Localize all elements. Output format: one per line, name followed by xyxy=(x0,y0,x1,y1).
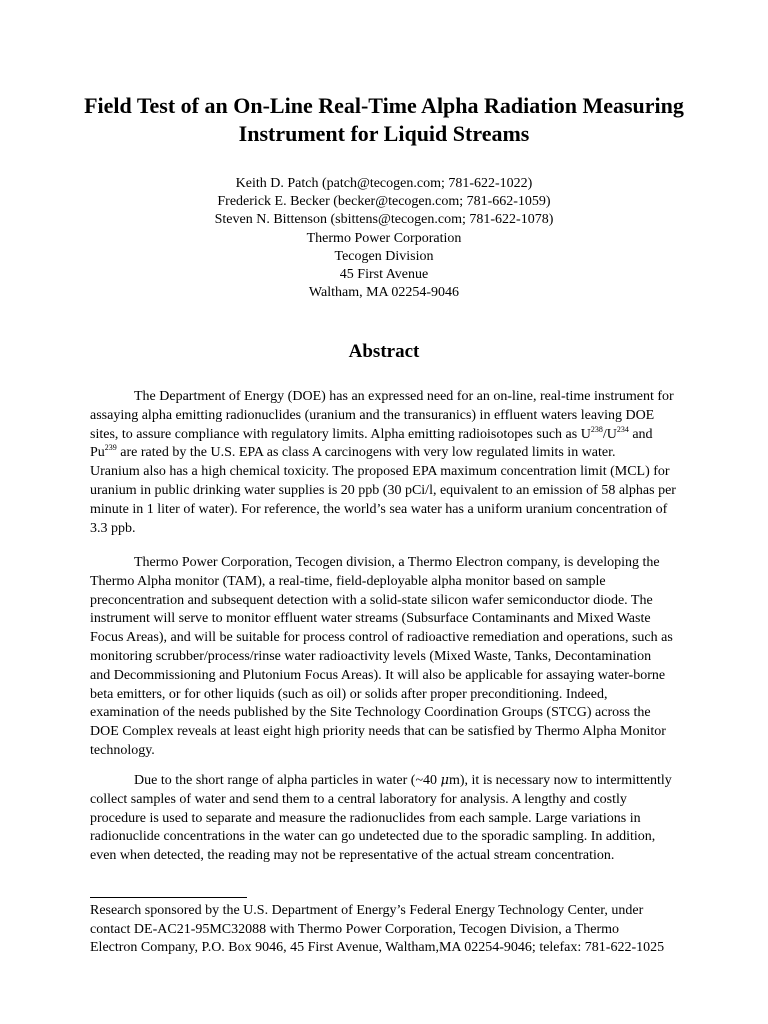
affiliation-city: Waltham, MA 02254-9046 xyxy=(308,285,460,301)
paragraph-line: monitoring scrubber/process/rinse water radioactivity levels (Mixed Waste, Tanks, Decontamination xyxy=(90,648,652,664)
text-run: sites, to assure compliance with regulatory limits. Alpha emitting radioisotopes such as U xyxy=(90,426,591,442)
affiliation-division: Tecogen Division xyxy=(334,248,434,264)
paragraph-line xyxy=(90,426,712,445)
paragraph-line: Thermo Power Corporation, Tecogen division, a Thermo Electron company, is developing the xyxy=(134,555,660,570)
text-run: Due to the short range of alpha particles in water (~40 xyxy=(134,773,441,788)
author-becker: Frederick E. Becker (becker@tecogen.com; 781-662-1059) xyxy=(217,194,551,210)
paragraph-line: Focus Areas), and will be suitable for process control of radioactive remediation and operations, such as xyxy=(90,630,673,646)
abstract-heading: Abstract xyxy=(348,341,420,362)
footnote-line: Electron Company, P.O. Box 9046, 45 First Avenue, Waltham,MA 02254-9046; telefax: 781-622-1025 xyxy=(90,940,665,956)
paragraph-line xyxy=(90,772,712,791)
paragraph-line: radionuclide concentrations in the water can go undetected due to the sporadic sampling. In addition, xyxy=(90,829,656,845)
mu-symbol: μ xyxy=(440,773,449,788)
abstract-paragraph-1 xyxy=(90,388,712,538)
isotope-superscript: 234 xyxy=(616,424,629,434)
affiliation-company: Thermo Power Corporation xyxy=(306,230,462,246)
paragraph-line: DOE Complex reveals at least eight high priority needs that can be satisfied by Thermo Alpha Monitor xyxy=(90,724,666,740)
paragraph-line: Uranium also has a high chemical toxicity. The proposed EPA maximum concentration limit (MCL) for xyxy=(90,464,670,480)
footnote-line: Research sponsored by the U.S. Department of Energy’s Federal Energy Technology Center, under xyxy=(90,903,644,918)
paragraph-line: Thermo Alpha monitor (TAM), a real-time, field-deployable alpha monitor based on sample xyxy=(90,573,606,589)
paragraph-line: minute in 1 liter of water). For reference, the world’s sea water has a uniform uranium concentration of xyxy=(90,501,668,517)
paragraph-line: examination of the needs published by the Site Technology Coordination Groups (STCG) across the xyxy=(90,705,651,721)
paragraph-line: 3.3 ppb. xyxy=(90,520,136,536)
paragraph-line: assaying alpha emitting radionuclides (uranium and the transuranics) in effluent waters leaving DOE xyxy=(90,407,655,423)
paragraph-line: instrument will serve to monitor effluent water streams (Subsurface Contaminants and Mixed Waste xyxy=(90,611,651,627)
paragraph-line: collect samples of water and send them to a central laboratory for analysis. A lengthy and costly xyxy=(90,791,627,807)
paragraph-line: procedure is used to separate and measure the radionuclides from each sample. Large variations in xyxy=(90,810,641,826)
paragraph-line xyxy=(90,444,712,463)
paragraph-line: technology. xyxy=(90,742,155,758)
paper-title xyxy=(60,92,708,148)
footnote-line: contact DE-AC21-95MC32088 with Thermo Power Corporation, Tecogen Division, a Thermo xyxy=(90,921,619,937)
title-line-1: Field Test of an On-Line Real-Time Alpha Radiation Measuring xyxy=(84,93,684,118)
title-line-2: Instrument for Liquid Streams xyxy=(238,121,530,146)
author-patch: Keith D. Patch (patch@tecogen.com; 781-622-1022) xyxy=(235,176,533,191)
paragraph-line: and Decommissioning and Plutonium Focus Areas). It will also be applicable for assaying water-borne xyxy=(90,667,666,683)
isotope-superscript: 238 xyxy=(590,424,603,434)
paragraph-line: preconcentration and subsequent detection with a solid-state silicon wafer semiconductor diode. The xyxy=(90,592,653,608)
text-run: are rated by the U.S. EPA as class A carcinogens with very low regulated limits in water. xyxy=(116,445,616,461)
abstract-paragraph-3 xyxy=(90,772,712,866)
paragraph-line: uranium in public drinking water supplies is 20 ppb (30 pCi/l, equivalent to an emission of 58 alphas per xyxy=(90,482,676,498)
text-run: Pu xyxy=(90,445,105,461)
paragraph-line: even when detected, the reading may not be representative of the actual stream concentration. xyxy=(90,848,615,864)
text-run: and xyxy=(628,426,653,442)
footnote-separator xyxy=(90,897,247,898)
text-run: /U xyxy=(602,426,617,442)
abstract-paragraph-2 xyxy=(90,554,712,761)
footnote xyxy=(90,902,712,958)
text-run: m), it is necessary now to intermittently xyxy=(448,773,672,788)
paragraph-line: The Department of Energy (DOE) has an expressed need for an on-line, real-time instrument for xyxy=(134,389,674,404)
affiliation-street: 45 First Avenue xyxy=(339,267,429,283)
isotope-superscript: 239 xyxy=(104,443,117,453)
paragraph-line: beta emitters, or for other liquids (such as oil) or solids after proper preconditioning. Indeed, xyxy=(90,686,608,702)
author-block xyxy=(60,175,708,302)
author-bittenson: Steven N. Bittenson (sbittens@tecogen.com; 781-622-1078) xyxy=(214,212,554,228)
